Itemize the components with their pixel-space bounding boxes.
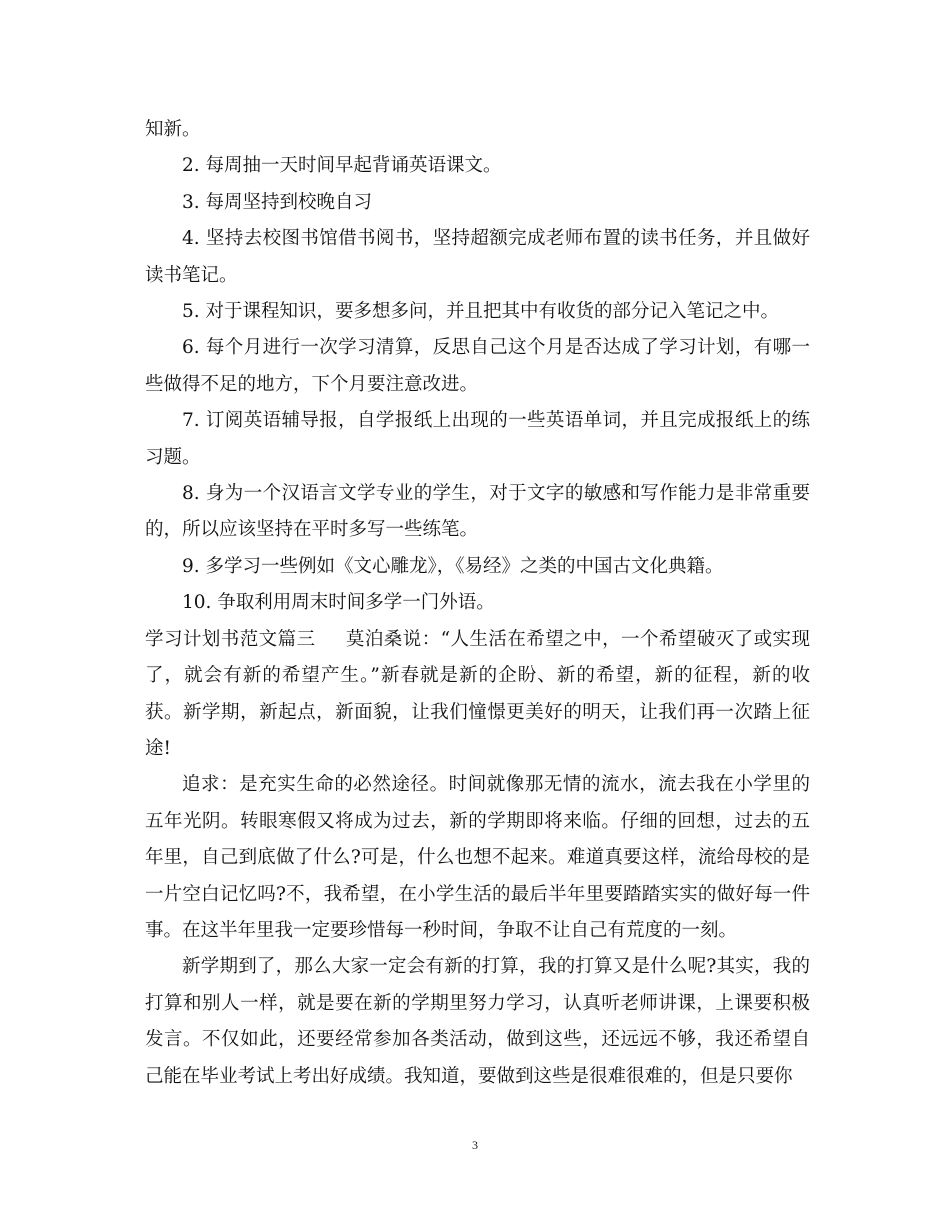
list-item: 7. 订阅英语辅导报，自学报纸上出现的一些英语单词，并且完成报纸上的练习题。: [145, 410, 810, 468]
list-item: 6. 每个月进行一次学习清算，反思自己这个月是否达成了学习计划，有哪一些做得不足的地方，下个月要注意改进。: [145, 337, 810, 395]
section-intro: 莫泊桑说：“人生活在希望之中，一个希望破灭了或实现了，就会有新的希望产生。”新春就是新的企盼、新的希望，新的征程，新的收获。新学期，新起点，新面貌，让我们憧憬更美好的明天，让我们再一次踏上征途!: [145, 628, 810, 759]
continuation-text: 知新。: [145, 119, 201, 140]
body-paragraph: 新学期到了，那么大家一定会有新的打算，我的打算又是什么呢?其实，我的打算和别人一样，就是要在新的学期里努力学习，认真听老师讲课，上课要积极发言。不仅如此，还要经常参加各类活动，做到这些，还远远不够，我还希望自己能在毕业考试上考出好成绩。我知道，要做到这些是很难很难的，但是只要你: [145, 956, 810, 1087]
document-body: [145, 112, 810, 1095]
list-item: 5. 对于课程知识，要多想多问，并且把其中有收货的部分记入笔记之中。: [182, 301, 780, 323]
list-item: 4. 坚持去校图书馆借书阅书，坚持超额完成老师布置的读书任务，并且做好读书笔记。: [145, 228, 810, 286]
list-item: 3. 每周坚持到校晚自习: [182, 191, 373, 213]
body-paragraph: 追求：是充实生命的必然途径。时间就像那无情的流水，流去我在小学里的五年光阴。转眼寒假又将成为过去，新的学期即将来临。仔细的回想，过去的五年里，自己到底做了什么?可是，什么也想不起来。难道真要这样，流给母校的是一片空白记忆吗?不，我希望，在小学生活的最后半年里要踏踏实实的做好每一件事。在这半年里我一定要珍惜每一秒时间，争取不让自己有荒度的一刻。: [145, 774, 810, 941]
list-item: 2. 每周抽一天时间早起背诵英语课文。: [182, 155, 502, 177]
list-item: 9. 多学习一些例如《文心雕龙》，《易经》之类的中国古文化典籍。: [182, 555, 724, 577]
section-heading-paragraph: [145, 622, 810, 768]
page-number: 3: [472, 1138, 478, 1152]
list-item: 8. 身为一个汉语言文学专业的学生，对于文字的敏感和写作能力是非常重要的，所以应该坚持在平时多写一些练笔。: [145, 483, 810, 541]
list-item: 10. 争取利用周末时间多学一门外语。: [182, 592, 495, 614]
section-title: 学习计划书范文篇三: [145, 628, 316, 650]
